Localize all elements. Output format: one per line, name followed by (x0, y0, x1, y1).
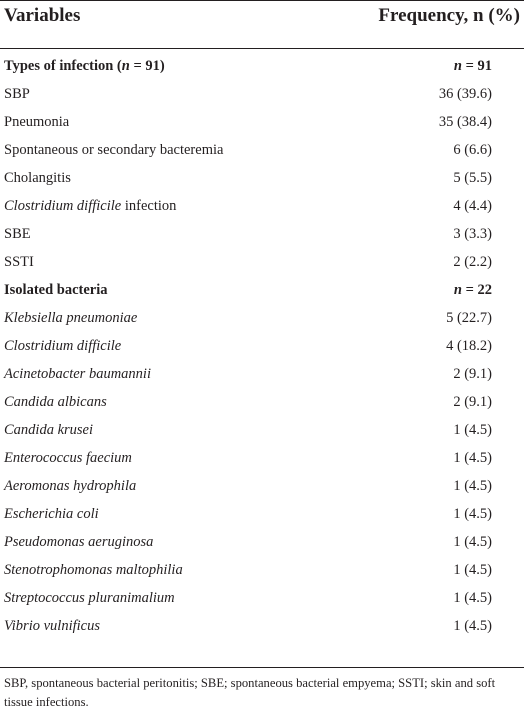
row-label: Klebsiella pneumoniae (4, 309, 138, 326)
row-value: 36 (39.6) (438, 85, 492, 102)
row-label: SSTI (4, 253, 34, 270)
row-label: Vibrio vulnificus (4, 617, 100, 634)
row-label: Candida krusei (4, 421, 94, 438)
row-label: Spontaneous or secondary bacteremia (4, 141, 224, 158)
row-label: Streptococcus pluranimalium (4, 589, 175, 606)
row-value: 5 (5.5) (453, 169, 492, 186)
row-label: Pseudomonas aeruginosa (4, 533, 154, 550)
table-row (0, 472, 524, 500)
row-value: 4 (18.2) (446, 337, 492, 354)
row-label: Enterococcus faecium (4, 449, 132, 466)
row-label: SBP (4, 85, 30, 102)
table-row (0, 500, 524, 528)
row-label: Aeromonas hydrophila (4, 477, 137, 494)
table-row (0, 192, 524, 220)
row-value: 2 (2.2) (453, 253, 492, 270)
row-label: Types of infection (n = 91) (4, 57, 165, 74)
table-row (0, 108, 524, 136)
table-footnote: SBP, spontaneous bacterial peritonitis; SBE; spontaneous bacterial empyema; SSTI; skin and soft tissue infections. (4, 676, 496, 709)
row-value: n = 91 (453, 57, 492, 74)
row-label: Clostridium difficile infection (4, 197, 177, 214)
row-value: 1 (4.5) (453, 477, 492, 494)
row-label: Escherichia coli (4, 505, 99, 522)
header-rule (0, 48, 524, 49)
table-row (0, 416, 524, 444)
row-value: n = 22 (453, 281, 492, 298)
data-table (0, 52, 524, 640)
row-value: 1 (4.5) (453, 505, 492, 522)
top-rule (0, 0, 524, 1)
table-row (0, 304, 524, 332)
row-value: 1 (4.5) (453, 533, 492, 550)
table-row (0, 528, 524, 556)
row-label: Candida albicans (4, 393, 107, 410)
table-row (0, 52, 524, 80)
row-value: 5 (22.7) (446, 309, 492, 326)
row-value: 4 (4.4) (453, 197, 492, 214)
row-label: Clostridium difficile (4, 337, 122, 354)
row-label: SBE (4, 225, 31, 242)
row-value: 1 (4.5) (453, 589, 492, 606)
row-value: 1 (4.5) (453, 617, 492, 634)
row-value: 6 (6.6) (453, 141, 492, 158)
row-value: 1 (4.5) (453, 449, 492, 466)
table-row (0, 164, 524, 192)
row-value: 2 (9.1) (453, 393, 492, 410)
table-row (0, 444, 524, 472)
row-label: Pneumonia (4, 113, 70, 130)
header-frequency: Frequency, n (%) (378, 5, 520, 26)
table-row (0, 612, 524, 640)
table-row (0, 136, 524, 164)
row-value: 35 (38.4) (438, 113, 492, 130)
row-label: Stenotrophomonas maltophilia (4, 561, 183, 578)
row-value: 2 (9.1) (453, 365, 492, 382)
table-row (0, 388, 524, 416)
table-row (0, 248, 524, 276)
table-row (0, 360, 524, 388)
row-value: 3 (3.3) (453, 225, 492, 242)
row-label: Cholangitis (4, 169, 71, 186)
table-row (0, 584, 524, 612)
table-row (0, 332, 524, 360)
table-row (0, 220, 524, 248)
header-variables: Variables (4, 5, 81, 26)
row-label: Acinetobacter baumannii (4, 365, 151, 382)
table-row (0, 276, 524, 304)
table-row (0, 80, 524, 108)
bottom-rule (0, 667, 524, 668)
table-row (0, 556, 524, 584)
row-value: 1 (4.5) (453, 561, 492, 578)
row-value: 1 (4.5) (453, 421, 492, 438)
row-label: Isolated bacteria (4, 281, 108, 298)
